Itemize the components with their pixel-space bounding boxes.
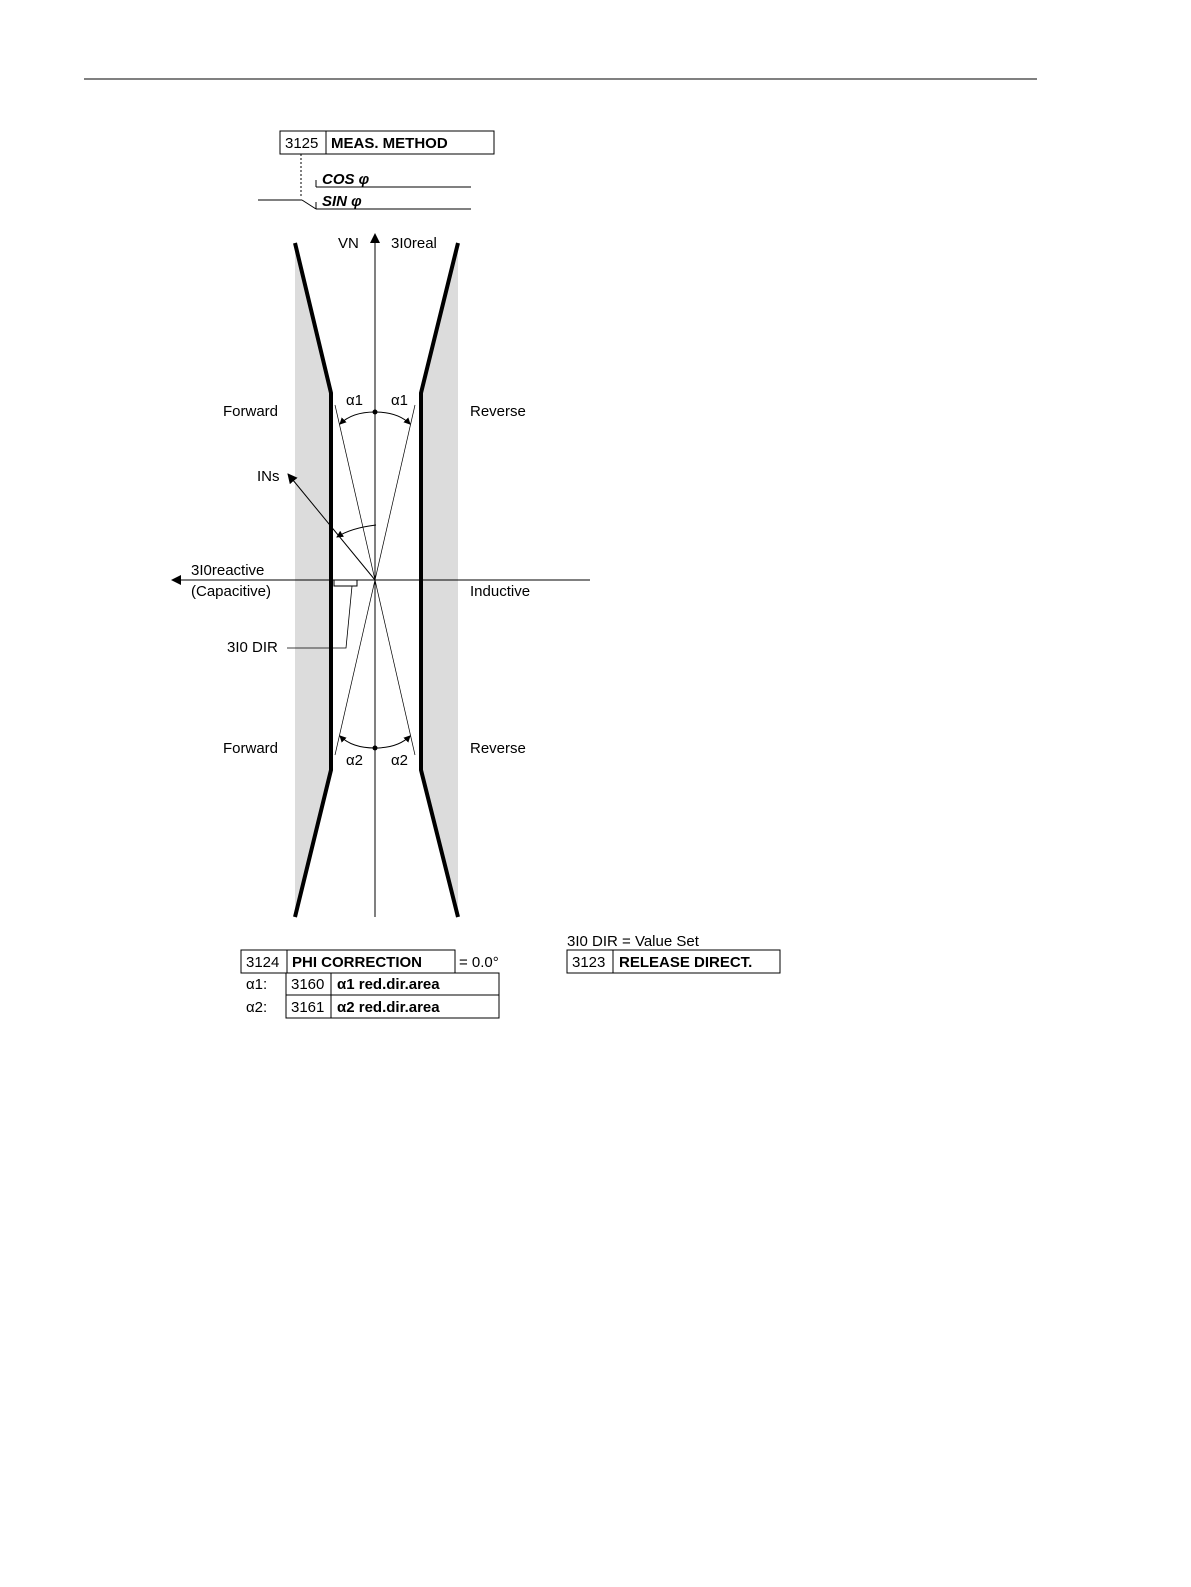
alpha2-left-label: α2 <box>346 752 364 769</box>
alpha1-right-arc <box>375 412 410 424</box>
alpha1-left-label: α1 <box>346 392 364 409</box>
release-number: 3123 <box>572 954 606 971</box>
alpha1-right-label: α1 <box>391 392 409 409</box>
alpha1-name: α1 red.dir.area <box>337 976 440 993</box>
forward-bottom-label: Forward <box>223 740 279 757</box>
meas-method-number: 3125 <box>285 135 319 152</box>
phi-correction-number: 3124 <box>246 954 280 971</box>
alpha2-right-arc <box>375 736 410 748</box>
alpha-settings-table <box>246 973 499 1018</box>
meas-method-name: MEAS. METHOD <box>331 135 448 152</box>
ins-label: INs <box>257 468 280 485</box>
alpha1-number: 3160 <box>291 976 325 993</box>
release-name: RELEASE DIRECT. <box>619 954 753 971</box>
alpha2-name: α2 red.dir.area <box>337 999 440 1016</box>
alpha2-prefix: α2: <box>246 999 268 1016</box>
reverse-top-label: Reverse <box>470 403 526 420</box>
phi-correction-name: PHI CORRECTION <box>292 954 423 971</box>
dir-label: 3I0 DIR <box>227 639 278 656</box>
dir-bracket <box>334 580 357 586</box>
option-cos-phi: COS φ <box>322 171 370 188</box>
reactive-axis-label: 3I0reactive <box>191 562 265 579</box>
meas-method-setting <box>280 131 494 154</box>
option-sin-phi: SIN φ <box>322 193 362 210</box>
forward-top-label: Forward <box>223 403 279 420</box>
meas-method-switch <box>258 154 471 210</box>
alpha1-prefix: α1: <box>246 976 268 993</box>
inductive-label: Inductive <box>470 583 531 600</box>
alpha2-left-arc <box>340 736 375 748</box>
alpha2-right-label: α2 <box>391 752 409 769</box>
vn-label: VN <box>338 235 359 252</box>
ins-angle-arc <box>337 525 376 537</box>
phi-correction-value: = 0.0° <box>459 954 499 971</box>
reverse-bottom-label: Reverse <box>470 740 526 757</box>
real-axis-label: 3I0real <box>391 235 437 252</box>
alpha2-number: 3161 <box>291 999 325 1016</box>
capacitive-label: (Capacitive) <box>191 583 272 600</box>
phi-correction-setting <box>241 950 499 973</box>
release-condition: 3I0 DIR = Value Set <box>567 933 699 950</box>
release-direct-setting <box>567 933 780 973</box>
alpha1-left-arc <box>340 412 375 424</box>
